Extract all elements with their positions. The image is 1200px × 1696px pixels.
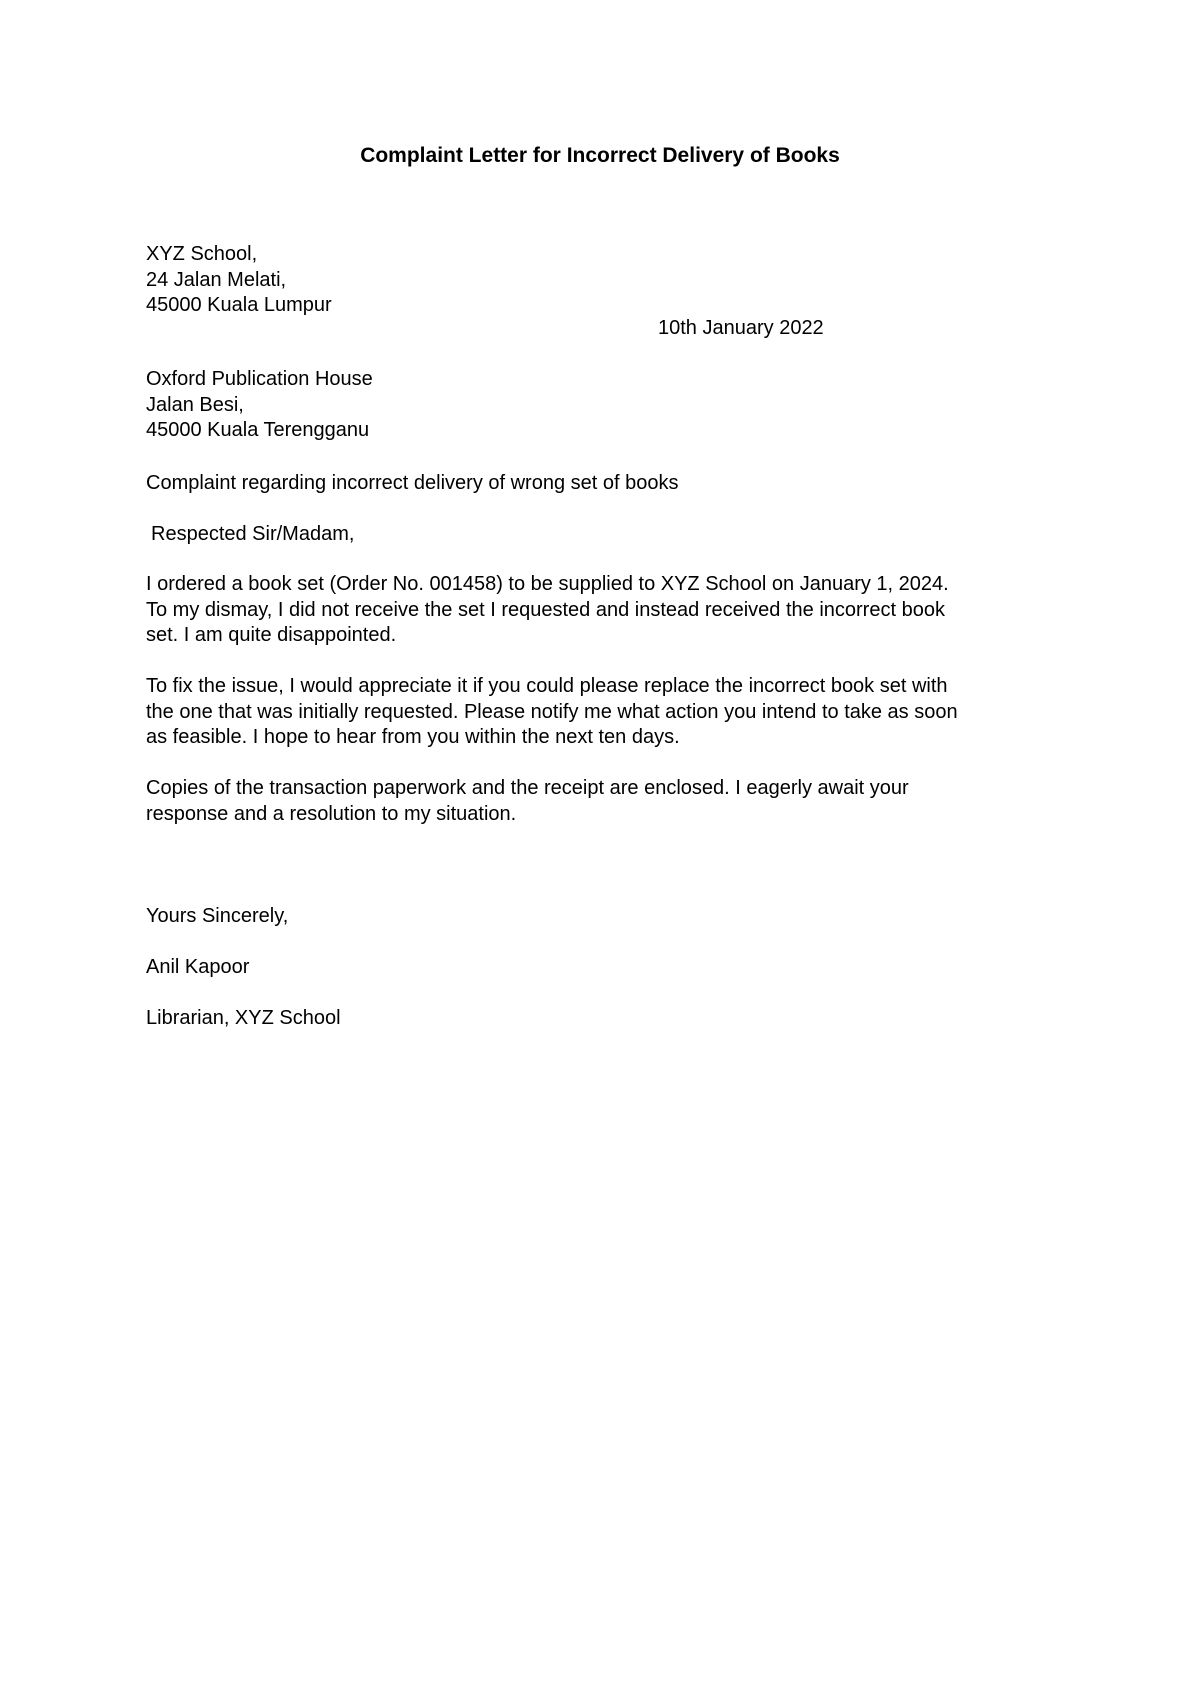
recipient-address-line: Jalan Besi,	[146, 393, 244, 416]
paragraph-line: set. I am quite disappointed.	[146, 624, 397, 646]
body-paragraph-2	[146, 674, 958, 751]
paragraph-line: Copies of the transaction paperwork and the receipt are enclosed. I eagerly await your	[146, 777, 909, 799]
body-paragraph-1	[146, 572, 949, 649]
sender-address-line: 24 Jalan Melati,	[146, 268, 287, 291]
paragraph-line: I ordered a book set (Order No. 001458) to be supplied to XYZ School on January 1, 2024.	[146, 573, 949, 595]
signer-name: Anil Kapoor	[146, 956, 250, 978]
recipient-address-line: Oxford Publication House	[146, 368, 373, 390]
body-paragraph-3	[146, 776, 909, 827]
letter-date: 10th January 2022	[658, 317, 824, 339]
paragraph-line: response and a resolution to my situation.	[146, 802, 517, 825]
letter-closing: Yours Sincerely,	[146, 905, 289, 927]
paragraph-line: To fix the issue, I would appreciate it if you could please replace the incorrect book set with	[146, 675, 948, 697]
sender-address-line: 45000 Kuala Lumpur	[146, 294, 332, 316]
paragraph-line: as feasible. I hope to hear from you within the next ten days.	[146, 726, 680, 748]
sender-address-line: XYZ School,	[146, 243, 258, 265]
paragraph-line: the one that was initially requested. Please notify me what action you intend to take as soon	[146, 700, 958, 723]
letter-salutation: Respected Sir/Madam,	[151, 523, 355, 545]
letter-title: Complaint Letter for Incorrect Delivery of Books	[360, 144, 840, 167]
sender-address	[146, 242, 332, 319]
recipient-address	[146, 367, 373, 444]
letter-subject: Complaint regarding incorrect delivery of wrong set of books	[146, 472, 679, 494]
paragraph-line: To my dismay, I did not receive the set I requested and instead received the incorrect book	[146, 598, 945, 621]
recipient-address-line: 45000 Kuala Terengganu	[146, 419, 370, 441]
signer-title: Librarian, XYZ School	[146, 1007, 341, 1029]
